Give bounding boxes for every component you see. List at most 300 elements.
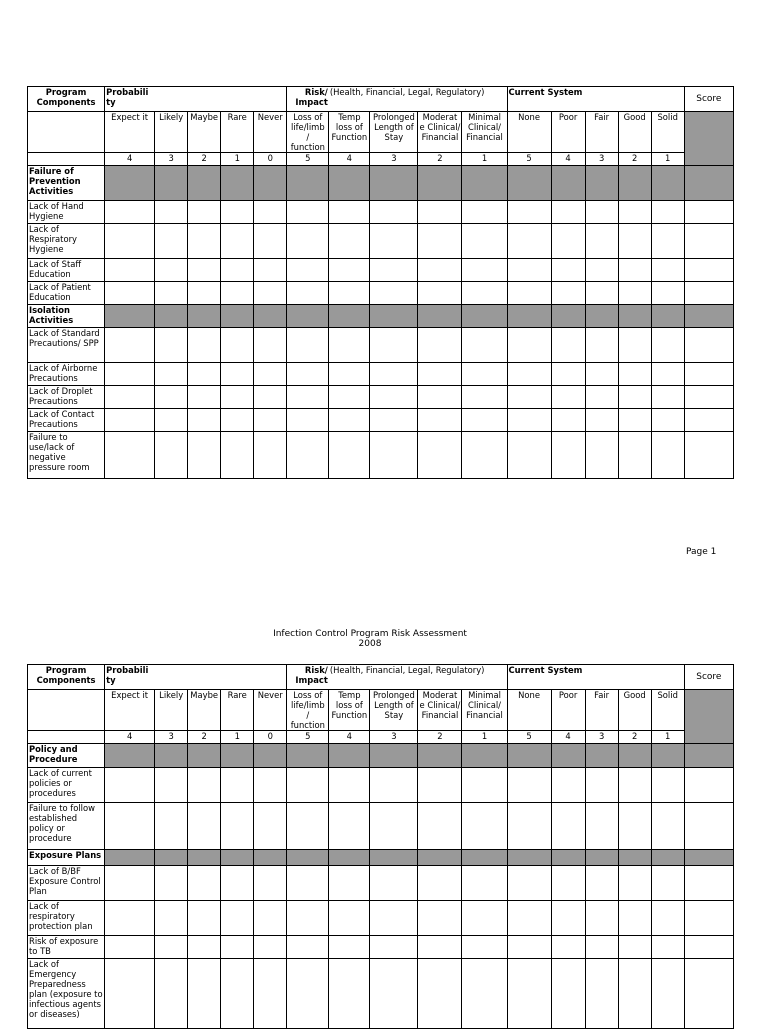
table-cell (418, 224, 462, 259)
table-cell (462, 768, 507, 803)
shaded-cell (287, 850, 329, 866)
weight-cell: 2 (418, 153, 462, 166)
table-cell (155, 328, 188, 363)
table-cell (651, 901, 684, 936)
current-option: Solid (651, 690, 684, 731)
weight-cell: 1 (462, 153, 507, 166)
table-cell (221, 386, 254, 409)
table-cell (684, 768, 733, 803)
table-cell (370, 936, 418, 959)
prob-option: Expect it (105, 112, 155, 153)
table-cell (329, 282, 370, 305)
shaded-cell (684, 305, 733, 328)
table-cell (105, 386, 155, 409)
table-cell (585, 363, 618, 386)
weight-cell: 4 (105, 731, 155, 744)
document-title-line1: Infection Control Program Risk Assessment (273, 629, 467, 639)
weight-cell: 5 (507, 153, 551, 166)
table-cell (370, 363, 418, 386)
table-cell (507, 768, 551, 803)
table-cell (155, 959, 188, 1029)
weight-cell: 0 (254, 731, 287, 744)
table-cell (329, 936, 370, 959)
shaded-cell (254, 166, 287, 201)
table-cell (254, 409, 287, 432)
table-cell (221, 363, 254, 386)
table-cell (188, 363, 221, 386)
shaded-cell (329, 850, 370, 866)
table-cell (684, 328, 733, 363)
table-cell (221, 259, 254, 282)
table-cell (684, 259, 733, 282)
shaded-cell (254, 744, 287, 768)
weight-cell: 2 (418, 731, 462, 744)
table-cell (221, 803, 254, 850)
table-cell (254, 259, 287, 282)
table-cell (684, 901, 733, 936)
weight-cell: 3 (155, 731, 188, 744)
prob-option: Rare (221, 112, 254, 153)
table-cell (254, 386, 287, 409)
table-row-label: Lack of Patient Education (28, 282, 105, 305)
table-cell (287, 959, 329, 1029)
risk-option: Loss of life/limb / function (287, 112, 329, 153)
table-cell (221, 282, 254, 305)
table-cell (254, 866, 287, 901)
table-cell (188, 959, 221, 1029)
risk-option: Minimal Clinical/ Financial (462, 112, 507, 153)
score-header: Score (684, 87, 733, 112)
table-cell (507, 936, 551, 959)
table-cell (188, 87, 221, 112)
weight-cell: 5 (287, 731, 329, 744)
shaded-cell (329, 166, 370, 201)
weight-cell: 3 (155, 153, 188, 166)
shaded-cell (684, 690, 733, 744)
shaded-cell (651, 744, 684, 768)
program-components-header: Program Components (28, 87, 105, 112)
table-cell (418, 901, 462, 936)
score-header: Score (684, 665, 733, 690)
table-cell (221, 665, 254, 690)
weight-cell: 2 (188, 153, 221, 166)
table-cell (287, 432, 329, 479)
table-cell (651, 432, 684, 479)
table-cell (329, 866, 370, 901)
risk-option: Temp loss of Function (329, 112, 370, 153)
risk-option: Loss of life/limb / function (287, 690, 329, 731)
document-title-year: 2008 (358, 639, 382, 649)
table-cell (155, 259, 188, 282)
shaded-cell (507, 850, 551, 866)
table-cell (618, 386, 651, 409)
table-cell (105, 282, 155, 305)
table-cell (105, 409, 155, 432)
table-cell (188, 768, 221, 803)
table-cell (462, 386, 507, 409)
table-cell (462, 409, 507, 432)
table-cell (551, 328, 585, 363)
table-cell (188, 201, 221, 224)
table-cell (105, 259, 155, 282)
table-cell (188, 224, 221, 259)
table-cell (370, 282, 418, 305)
table-cell (329, 363, 370, 386)
prob-option: Likely (155, 112, 188, 153)
table-cell (507, 409, 551, 432)
weight-cell: 3 (370, 731, 418, 744)
program-components-header: Program Components (28, 665, 105, 690)
table-cell (105, 432, 155, 479)
shaded-cell (329, 744, 370, 768)
table-cell (370, 901, 418, 936)
table-cell (221, 409, 254, 432)
shaded-cell (254, 850, 287, 866)
table-cell (462, 866, 507, 901)
risk-option: Temp loss of Function (329, 690, 370, 731)
table-cell (418, 959, 462, 1029)
shaded-cell (418, 166, 462, 201)
table-cell (551, 901, 585, 936)
table-cell (370, 866, 418, 901)
table-cell (105, 803, 155, 850)
shaded-cell (287, 166, 329, 201)
shaded-cell (221, 744, 254, 768)
table-cell (462, 224, 507, 259)
table-cell (651, 386, 684, 409)
prob-option: Rare (221, 690, 254, 731)
table-cell (254, 959, 287, 1029)
table-cell (684, 224, 733, 259)
shaded-cell (287, 305, 329, 328)
table-cell (370, 803, 418, 850)
shaded-cell (105, 850, 155, 866)
table-cell (462, 936, 507, 959)
shaded-cell (684, 166, 733, 201)
table-cell (585, 328, 618, 363)
table-cell (254, 768, 287, 803)
table-cell (551, 282, 585, 305)
table-cell (254, 363, 287, 386)
table-cell (254, 665, 287, 690)
shaded-cell (329, 305, 370, 328)
shaded-cell (188, 166, 221, 201)
table-row-label: Lack of Emergency Preparedness plan (exposure to infectious agents or diseases) (28, 959, 105, 1029)
shaded-cell (188, 850, 221, 866)
table-cell (684, 936, 733, 959)
table-cell (418, 803, 462, 850)
table-row-label: Lack of Standard Precautions/ SPP (28, 328, 105, 363)
shaded-cell (155, 166, 188, 201)
table-cell (188, 432, 221, 479)
table-cell (418, 866, 462, 901)
table-cell (551, 432, 585, 479)
table-cell (551, 409, 585, 432)
shaded-cell (618, 744, 651, 768)
table-cell (418, 432, 462, 479)
shaded-cell (651, 166, 684, 201)
shaded-cell (684, 744, 733, 768)
table-cell (221, 866, 254, 901)
table-cell (254, 328, 287, 363)
shaded-cell (370, 166, 418, 201)
table-cell (287, 409, 329, 432)
table-cell (254, 901, 287, 936)
weight-cell: 3 (585, 731, 618, 744)
weight-cell: 3 (585, 153, 618, 166)
table-cell (618, 282, 651, 305)
weight-cell: 4 (105, 153, 155, 166)
table-cell (684, 432, 733, 479)
table-cell (370, 959, 418, 1029)
weight-cell: 4 (329, 731, 370, 744)
table-cell (188, 409, 221, 432)
shaded-cell (585, 166, 618, 201)
table-cell (329, 386, 370, 409)
table-cell (462, 959, 507, 1029)
table-row-label: Failure to follow established policy or procedure (28, 803, 105, 850)
table-cell (221, 959, 254, 1029)
shaded-cell (188, 305, 221, 328)
shaded-cell (155, 744, 188, 768)
risk-option: Moderat e Clinical/ Financial (418, 690, 462, 731)
section-heading: Exposure Plans (28, 850, 105, 866)
table-cell (507, 201, 551, 224)
shaded-cell (462, 166, 507, 201)
shaded-cell (105, 166, 155, 201)
shaded-cell (462, 850, 507, 866)
table-cell (462, 328, 507, 363)
shaded-cell (370, 305, 418, 328)
table-cell (551, 768, 585, 803)
shaded-cell (507, 166, 551, 201)
shaded-cell (618, 850, 651, 866)
table-cell (370, 328, 418, 363)
section-heading: Policy and Procedure (28, 744, 105, 768)
probability-header: Probabili ty (105, 87, 155, 112)
table-cell (254, 803, 287, 850)
weight-cell: 1 (221, 153, 254, 166)
shaded-cell (155, 305, 188, 328)
table-cell (585, 201, 618, 224)
table-cell (507, 224, 551, 259)
shaded-cell (221, 305, 254, 328)
weight-cell: 0 (254, 153, 287, 166)
shaded-cell (221, 166, 254, 201)
table-cell (551, 866, 585, 901)
table-cell (507, 901, 551, 936)
risk-impact-note: (Health, Financial, Legal, Regulatory) (329, 665, 507, 690)
table-cell (287, 386, 329, 409)
table-cell (155, 432, 188, 479)
shaded-cell (618, 166, 651, 201)
table-cell (329, 432, 370, 479)
section-heading: Isolation Activities (28, 305, 105, 328)
risk-option: Prolonged Length of Stay (370, 112, 418, 153)
shaded-cell (221, 850, 254, 866)
shaded-cell (551, 850, 585, 866)
table-cell (329, 768, 370, 803)
shaded-cell (254, 305, 287, 328)
shaded-cell (287, 744, 329, 768)
current-system-header: Current System (507, 87, 684, 112)
table-cell (221, 87, 254, 112)
weight-cell: 4 (329, 153, 370, 166)
table-cell (287, 328, 329, 363)
table-cell (462, 432, 507, 479)
table-cell (418, 409, 462, 432)
shaded-cell (585, 744, 618, 768)
table-cell (418, 363, 462, 386)
table-cell (651, 959, 684, 1029)
shaded-cell (370, 744, 418, 768)
table-cell (618, 959, 651, 1029)
table-cell (585, 386, 618, 409)
shaded-cell (105, 744, 155, 768)
table-cell (651, 866, 684, 901)
table-row-label: Lack of Staff Education (28, 259, 105, 282)
table-cell (418, 936, 462, 959)
table-cell (254, 224, 287, 259)
table-cell (329, 409, 370, 432)
table-row-label: Lack of Airborne Precautions (28, 363, 105, 386)
table-cell (684, 282, 733, 305)
weight-cell: 5 (287, 153, 329, 166)
weight-cell: 2 (618, 731, 651, 744)
table-cell (329, 803, 370, 850)
table-cell (329, 201, 370, 224)
table-cell (618, 363, 651, 386)
table-cell (188, 866, 221, 901)
shaded-cell (651, 305, 684, 328)
shaded-cell (370, 850, 418, 866)
shaded-cell (418, 305, 462, 328)
table-cell (585, 282, 618, 305)
prob-option: Likely (155, 690, 188, 731)
table-cell (507, 866, 551, 901)
table-cell (462, 282, 507, 305)
table-cell (188, 936, 221, 959)
table-cell (507, 432, 551, 479)
weight-cell: 1 (462, 731, 507, 744)
table-cell (585, 959, 618, 1029)
shaded-cell (651, 850, 684, 866)
shaded-cell (155, 850, 188, 866)
current-option: Fair (585, 112, 618, 153)
table-cell (155, 901, 188, 936)
table-cell (329, 328, 370, 363)
table-cell (287, 803, 329, 850)
table-cell (585, 936, 618, 959)
table-cell (651, 259, 684, 282)
shaded-cell (462, 744, 507, 768)
document-title (260, 629, 480, 649)
risk-impact-note: (Health, Financial, Legal, Regulatory) (329, 87, 507, 112)
weight-cell: 1 (651, 153, 684, 166)
weight-cell: 2 (188, 731, 221, 744)
table-cell (651, 201, 684, 224)
risk-assessment-table-page1 (27, 86, 734, 479)
weight-cell: 2 (618, 153, 651, 166)
risk-impact-header: Risk/ Impact (287, 665, 329, 690)
table-cell (28, 112, 105, 153)
table-cell (585, 768, 618, 803)
table-cell (684, 409, 733, 432)
shaded-cell (551, 166, 585, 201)
current-option: Good (618, 112, 651, 153)
table-cell (651, 768, 684, 803)
page-number: Page 1 (686, 547, 717, 557)
table-row-label: Failure to use/lack of negative pressure room (28, 432, 105, 479)
table-cell (287, 201, 329, 224)
table-cell (370, 432, 418, 479)
prob-option: Never (254, 690, 287, 731)
table-cell (684, 201, 733, 224)
shaded-cell (585, 305, 618, 328)
table-row-label: Lack of Hand Hygiene (28, 201, 105, 224)
current-option: None (507, 690, 551, 731)
table-cell (462, 201, 507, 224)
table-cell (28, 153, 105, 166)
table-cell (155, 282, 188, 305)
table-row-label: Lack of respiratory protection plan (28, 901, 105, 936)
table-cell (188, 259, 221, 282)
current-option: Good (618, 690, 651, 731)
table-cell (684, 363, 733, 386)
shaded-cell (618, 305, 651, 328)
table-cell (105, 866, 155, 901)
table-cell (221, 328, 254, 363)
risk-assessment-table-page2 (27, 664, 734, 1029)
table-cell (254, 432, 287, 479)
table-cell (155, 224, 188, 259)
table-cell (329, 224, 370, 259)
table-cell (28, 690, 105, 731)
current-system-header: Current System (507, 665, 684, 690)
table-cell (370, 201, 418, 224)
table-cell (651, 409, 684, 432)
weight-cell: 1 (651, 731, 684, 744)
table-cell (221, 224, 254, 259)
weight-cell: 5 (507, 731, 551, 744)
table-cell (105, 768, 155, 803)
prob-option: Maybe (188, 112, 221, 153)
table-cell (651, 363, 684, 386)
table-cell (651, 282, 684, 305)
table-cell (618, 224, 651, 259)
table-cell (105, 328, 155, 363)
table-cell (188, 328, 221, 363)
table-cell (188, 901, 221, 936)
table-cell (155, 386, 188, 409)
table-cell (618, 901, 651, 936)
shaded-cell (418, 744, 462, 768)
table-cell (155, 936, 188, 959)
prob-option: Maybe (188, 690, 221, 731)
table-cell (618, 259, 651, 282)
table-row-label: Lack of current policies or procedures (28, 768, 105, 803)
table-cell (418, 201, 462, 224)
table-cell (551, 363, 585, 386)
table-cell (155, 409, 188, 432)
table-cell (585, 432, 618, 479)
prob-option: Expect it (105, 690, 155, 731)
table-cell (155, 768, 188, 803)
table-cell (684, 866, 733, 901)
table-cell (155, 363, 188, 386)
shaded-cell (188, 744, 221, 768)
table-cell (329, 901, 370, 936)
